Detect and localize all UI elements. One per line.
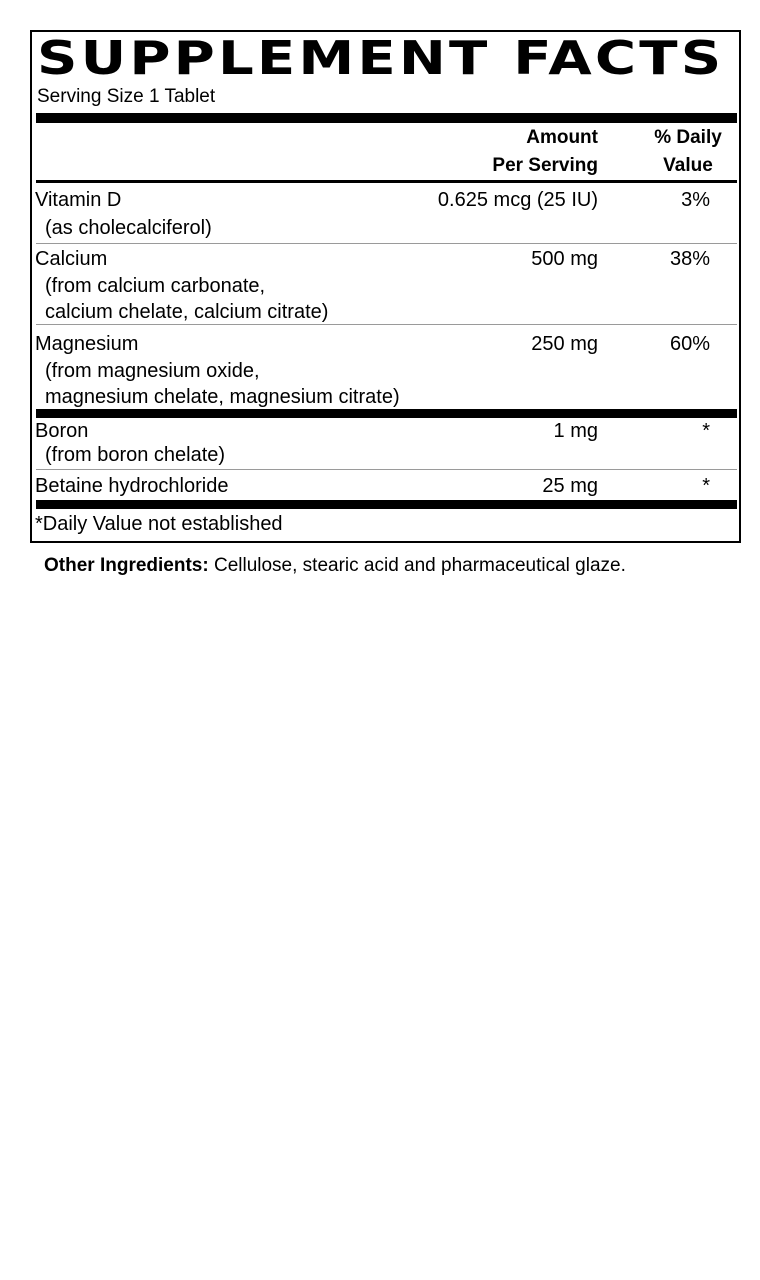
other-ingredients-label: Other Ingredients:: [44, 555, 209, 576]
supplement-facts-panel: [30, 30, 741, 543]
row-divider: [36, 469, 737, 470]
nutrient-amount-boron: 1 mg: [553, 420, 598, 442]
nutrient-source-magnesium-2: magnesium chelate, magnesium citrate): [45, 386, 400, 408]
nutrient-source-calcium-2: calcium chelate, calcium citrate): [45, 301, 329, 323]
nutrient-source-vitamin-d: (as cholecalciferol): [45, 217, 212, 239]
nutrient-name-betaine-hydrochloride: Betaine hydrochloride: [35, 475, 229, 497]
panel-title: SUPPLEMENT FACTS: [37, 31, 725, 85]
row-divider: [36, 324, 737, 325]
amount-header: [492, 124, 598, 180]
serving-size: Serving Size 1 Tablet: [37, 86, 216, 107]
nutrient-amount-vitamin-d: 0.625 mcg (25 IU): [437, 189, 598, 211]
nutrient-name-boron: Boron: [35, 420, 89, 442]
nutrient-dv-betaine-hydrochloride: *: [702, 475, 710, 497]
row-divider: [36, 243, 737, 244]
nutrient-dv-calcium: 38%: [669, 248, 710, 270]
nutrient-dv-vitamin-d: 3%: [681, 189, 710, 211]
other-ingredients: [44, 553, 626, 579]
daily-value-header: [648, 124, 728, 180]
amount-header-line1: Amount: [526, 127, 598, 148]
thick-divider: [36, 113, 737, 123]
nutrient-source-boron: (from boron chelate): [45, 444, 226, 466]
nutrient-amount-calcium: 500 mg: [531, 248, 598, 270]
nutrient-name-calcium: Calcium: [35, 248, 108, 270]
daily-value-header-line2: Value: [663, 155, 713, 176]
nutrient-name-vitamin-d: Vitamin D: [35, 189, 122, 211]
nutrient-amount-betaine-hydrochloride: 25 mg: [542, 475, 598, 497]
daily-value-header-line1: % Daily: [654, 127, 722, 148]
nutrient-source-calcium: (from calcium carbonate,: [45, 275, 266, 297]
nutrient-name-magnesium: Magnesium: [35, 333, 139, 355]
daily-value-footnote: *Daily Value not established: [35, 513, 283, 535]
nutrient-dv-boron: *: [702, 420, 710, 442]
other-ingredients-text: Cellulose, stearic acid and pharmaceutical glaze.: [208, 555, 626, 576]
bottom-divider: [36, 500, 737, 509]
nutrient-source-magnesium: (from magnesium oxide,: [45, 360, 260, 382]
nutrient-dv-magnesium: 60%: [669, 333, 710, 355]
amount-header-line2: Per Serving: [492, 155, 598, 176]
header-divider: [36, 180, 737, 183]
nutrient-amount-magnesium: 250 mg: [531, 333, 598, 355]
section-divider: [36, 409, 737, 418]
